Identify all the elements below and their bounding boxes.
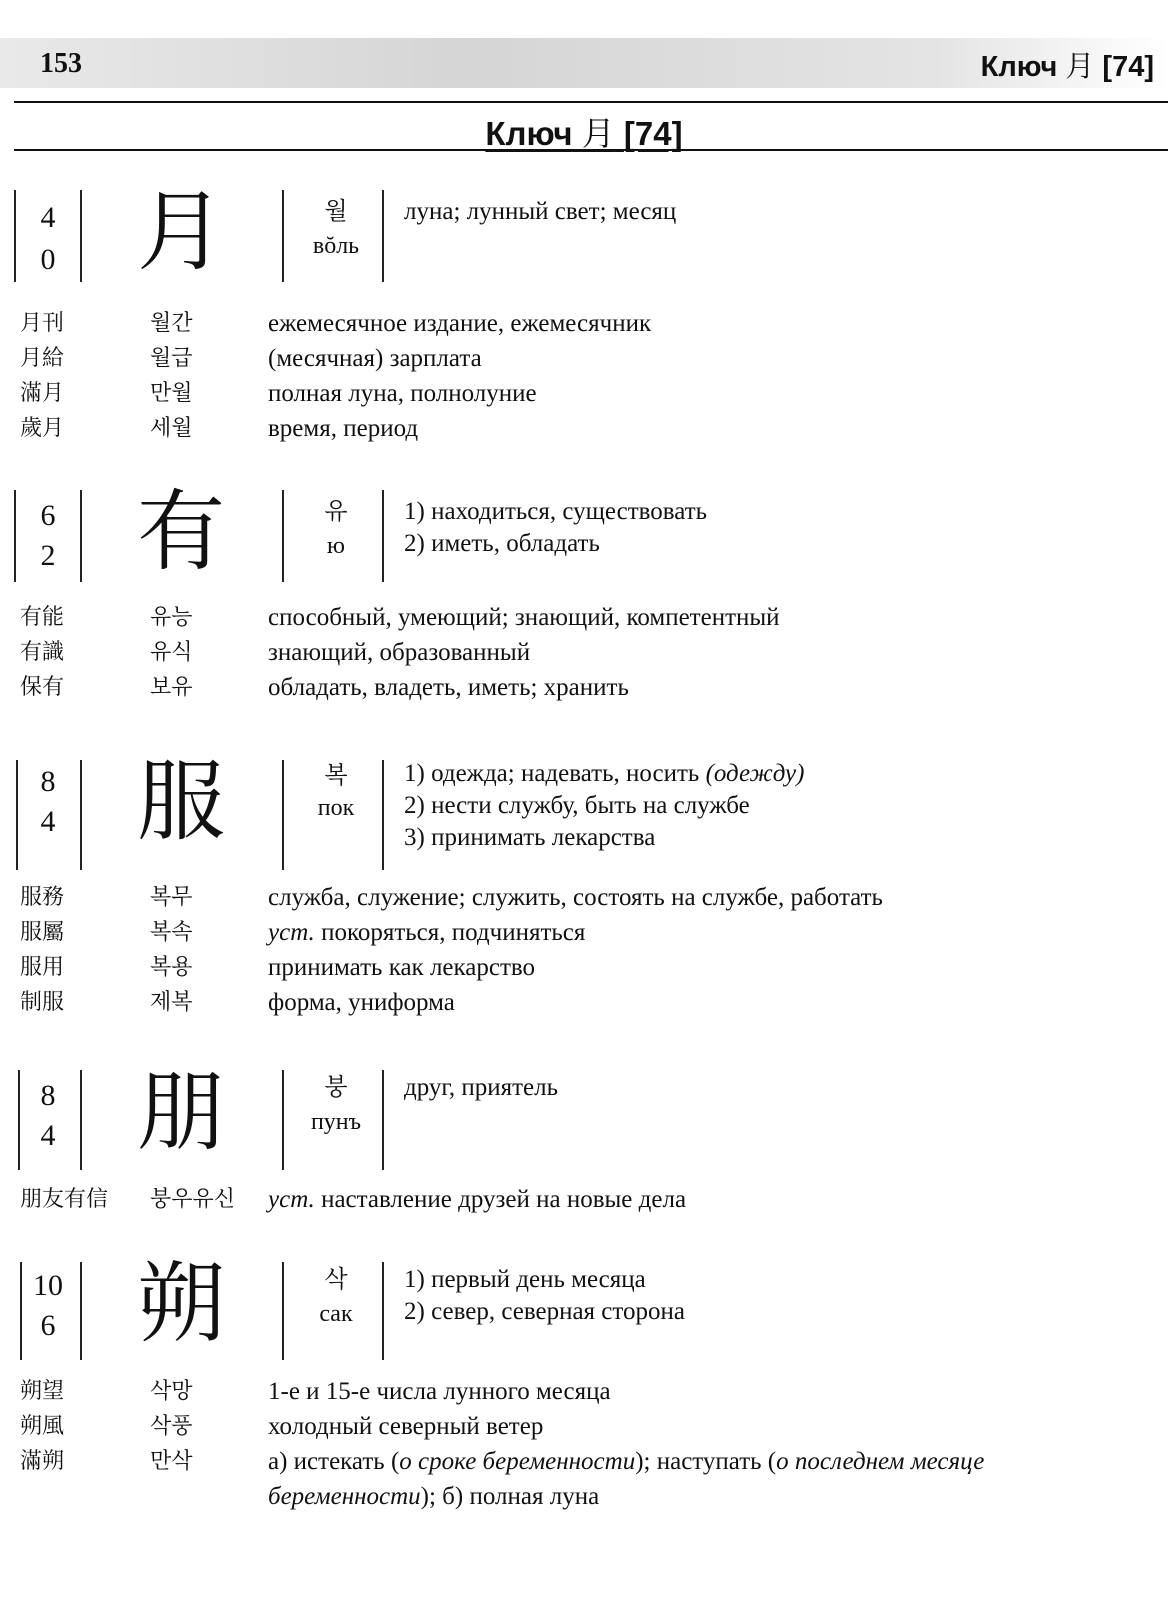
compound-translation [268,915,1128,950]
column-divider [80,1262,82,1360]
column-divider [16,760,18,870]
reading-cyrillic: пок [317,795,355,821]
column-divider [282,1070,284,1170]
entry-head [0,180,1168,286]
dictionary-entry [0,1252,1168,1514]
section-title-word: Ключ [485,115,573,152]
entry-character: 朔 [136,1252,225,1355]
compound-row [0,670,1168,705]
meaning-text: 1) одежда; надевать, носить [404,760,706,787]
compound-hanja: 保有 [20,675,65,700]
dictionary-entry [0,180,1168,446]
compound-hanja: 歲月 [20,416,65,441]
meaning-line: 2) иметь, обладать [404,530,600,557]
compound-row [0,1374,1168,1409]
entry-head [0,1252,1168,1362]
meanings [404,1072,1144,1104]
compound-row [0,880,1168,915]
translation-text: ); наступать ( [635,1448,777,1475]
compound-row [0,1182,1168,1217]
reading-cyrillic: ю [327,533,345,559]
compounds-list [0,880,1168,1020]
stroke-count-total: 8 [40,765,56,798]
column-divider [14,490,16,582]
compounds-list [0,306,1168,446]
compounds-list [0,600,1168,705]
column-divider [18,1070,20,1170]
meaning-line: друг, приятель [404,1074,558,1101]
reading-korean: 유 [324,499,348,525]
translation-text: покоряться, подчиняться [314,919,586,946]
header-rule-bottom [14,149,1168,151]
meanings [404,1264,1144,1328]
column-divider [80,1070,82,1170]
meaning-note: (одежду) [705,760,805,787]
page-number: 153 [40,48,82,79]
compound-hanja: 滿月 [20,381,65,406]
entry-character: 有 [136,480,225,583]
meaning-line: 2) нести службу, быть на службе [404,792,750,819]
running-head-hanzi: 月 [1065,49,1095,83]
column-divider [80,490,82,582]
compound-hangul: 복용 [150,955,193,980]
compound-row [0,1444,1168,1514]
meaning-line: 2) север, северная сторона [404,1298,685,1325]
stroke-count-total: 8 [40,1079,56,1112]
compound-row [0,1409,1168,1444]
column-divider [282,1262,284,1360]
column-divider [282,490,284,582]
meaning-line: луна; лунный свет; месяц [404,198,677,225]
compound-translation: служба, служение; служить, состоять на службе, работать [268,884,883,911]
meaning-line [404,758,1144,790]
compound-row [0,600,1168,635]
stroke-count-total: 6 [40,499,56,532]
compound-hangul: 유식 [150,640,193,665]
compound-hanja: 朔風 [20,1414,65,1439]
dictionary-entry [0,1060,1168,1217]
stroke-count-extra: 6 [40,1309,56,1342]
section-title-hanzi: 月 [581,114,615,153]
compound-hanja: 月給 [20,346,65,371]
column-divider [80,760,82,870]
meanings [404,758,1144,854]
meanings [404,196,1144,228]
column-divider [282,190,284,282]
entry-head [0,1060,1168,1170]
compound-hanja: 月刊 [20,311,65,336]
reading-korean: 복 [324,763,348,789]
entry-character: 朋 [136,1060,225,1163]
stroke-count-total: 4 [40,201,56,234]
usage-label: уст. [268,1186,315,1213]
compound-hangul: 삭망 [150,1379,193,1404]
column-divider [282,760,284,870]
compound-hangul: 만월 [150,381,193,406]
usage-label: уст. [268,919,315,946]
compound-row [0,950,1168,985]
compound-translation: ежемесячное издание, ежемесячник [268,310,652,337]
running-head-number: [74] [1102,51,1154,83]
compound-hanja: 滿朔 [20,1449,65,1474]
reading-korean: 월 [324,199,348,225]
entry-head [0,750,1168,870]
compound-hangul: 유능 [150,605,193,630]
compound-row [0,376,1168,411]
compound-hanja: 有能 [20,605,65,630]
stroke-count-extra: 2 [40,539,56,572]
running-head [981,44,1154,85]
compound-translation: полная луна, полнолуние [268,380,537,407]
meaning-line: 1) находиться, существовать [404,498,708,525]
reading-korean: 붕 [324,1075,348,1101]
running-head-word: Ключ [980,51,1058,83]
compound-hanja: 服屬 [20,920,65,945]
entry-character: 服 [136,750,225,853]
compound-translation: обладать, владеть, иметь; хранить [268,674,629,701]
reading-cyrillic: пунъ [310,1109,362,1135]
compound-hanja: 有識 [20,640,65,665]
compound-hanja: 服用 [20,955,65,980]
column-divider [80,190,82,282]
translation-text: а) истекать ( [268,1448,400,1475]
compound-translation: знающий, образованный [268,639,531,666]
meanings [404,496,1144,560]
compound-hangul: 삭풍 [150,1414,193,1439]
translation-note: о сроке беременности [399,1448,636,1475]
compound-row [0,411,1168,446]
translation-note: о последнем месяце беременности [268,1448,985,1510]
meaning-line: 1) первый день месяца [404,1266,646,1293]
header-rule-top [14,101,1168,103]
compound-hangul: 복무 [150,885,193,910]
compound-translation: форма, униформа [268,989,455,1016]
translation-text: ); б) полная луна [420,1483,600,1510]
entry-character: 月 [136,180,225,283]
compound-hangul: 복속 [150,920,193,945]
compounds-list [0,1182,1168,1217]
stroke-count-extra: 4 [40,1119,56,1152]
compound-row [0,915,1168,950]
reading-cyrillic: вŏль [312,233,360,259]
stroke-count-extra: 0 [40,243,56,276]
compound-hangul: 보유 [150,675,193,700]
compound-translation: (месячная) зарплата [268,345,482,372]
entry-head [0,480,1168,586]
compound-hangul: 제복 [150,990,193,1015]
compound-row [0,635,1168,670]
section-title-number: [74] [623,115,683,152]
compound-hanja: 制服 [20,990,65,1015]
compound-translation [268,1182,1128,1217]
compound-translation: принимать как лекарство [268,954,536,981]
reading-cyrillic: сак [319,1301,353,1327]
compound-translation: 1-е и 15-е числа лунного месяца [268,1378,611,1405]
compound-translation [268,1444,1128,1514]
meaning-line: 3) принимать лекарства [404,824,656,851]
reading-korean: 삭 [324,1267,348,1293]
compound-hangul: 월간 [150,311,193,336]
compounds-list [0,1374,1168,1514]
compound-hanja: 朔望 [20,1379,65,1404]
compound-hangul: 세월 [150,416,193,441]
compound-hangul: 붕우유신 [150,1187,236,1212]
column-divider [14,190,16,282]
compound-translation: время, период [268,415,419,442]
compound-row [0,985,1168,1020]
compound-hangul: 만삭 [150,1449,193,1474]
compound-hangul: 월급 [150,346,193,371]
section-title [0,108,1168,155]
compound-translation: холодный северный ветер [268,1413,544,1440]
compound-row [0,341,1168,376]
translation-text: наставление друзей на новые дела [314,1186,687,1213]
compound-translation: способный, умеющий; знающий, компетентный [268,604,780,631]
compound-hanja: 服務 [20,885,65,910]
stroke-count-extra: 4 [40,805,56,838]
stroke-count-total: 10 [33,1269,63,1302]
compound-hanja: 朋友有信 [20,1187,109,1212]
dictionary-entry [0,750,1168,1020]
compound-row [0,306,1168,341]
dictionary-entry [0,480,1168,705]
